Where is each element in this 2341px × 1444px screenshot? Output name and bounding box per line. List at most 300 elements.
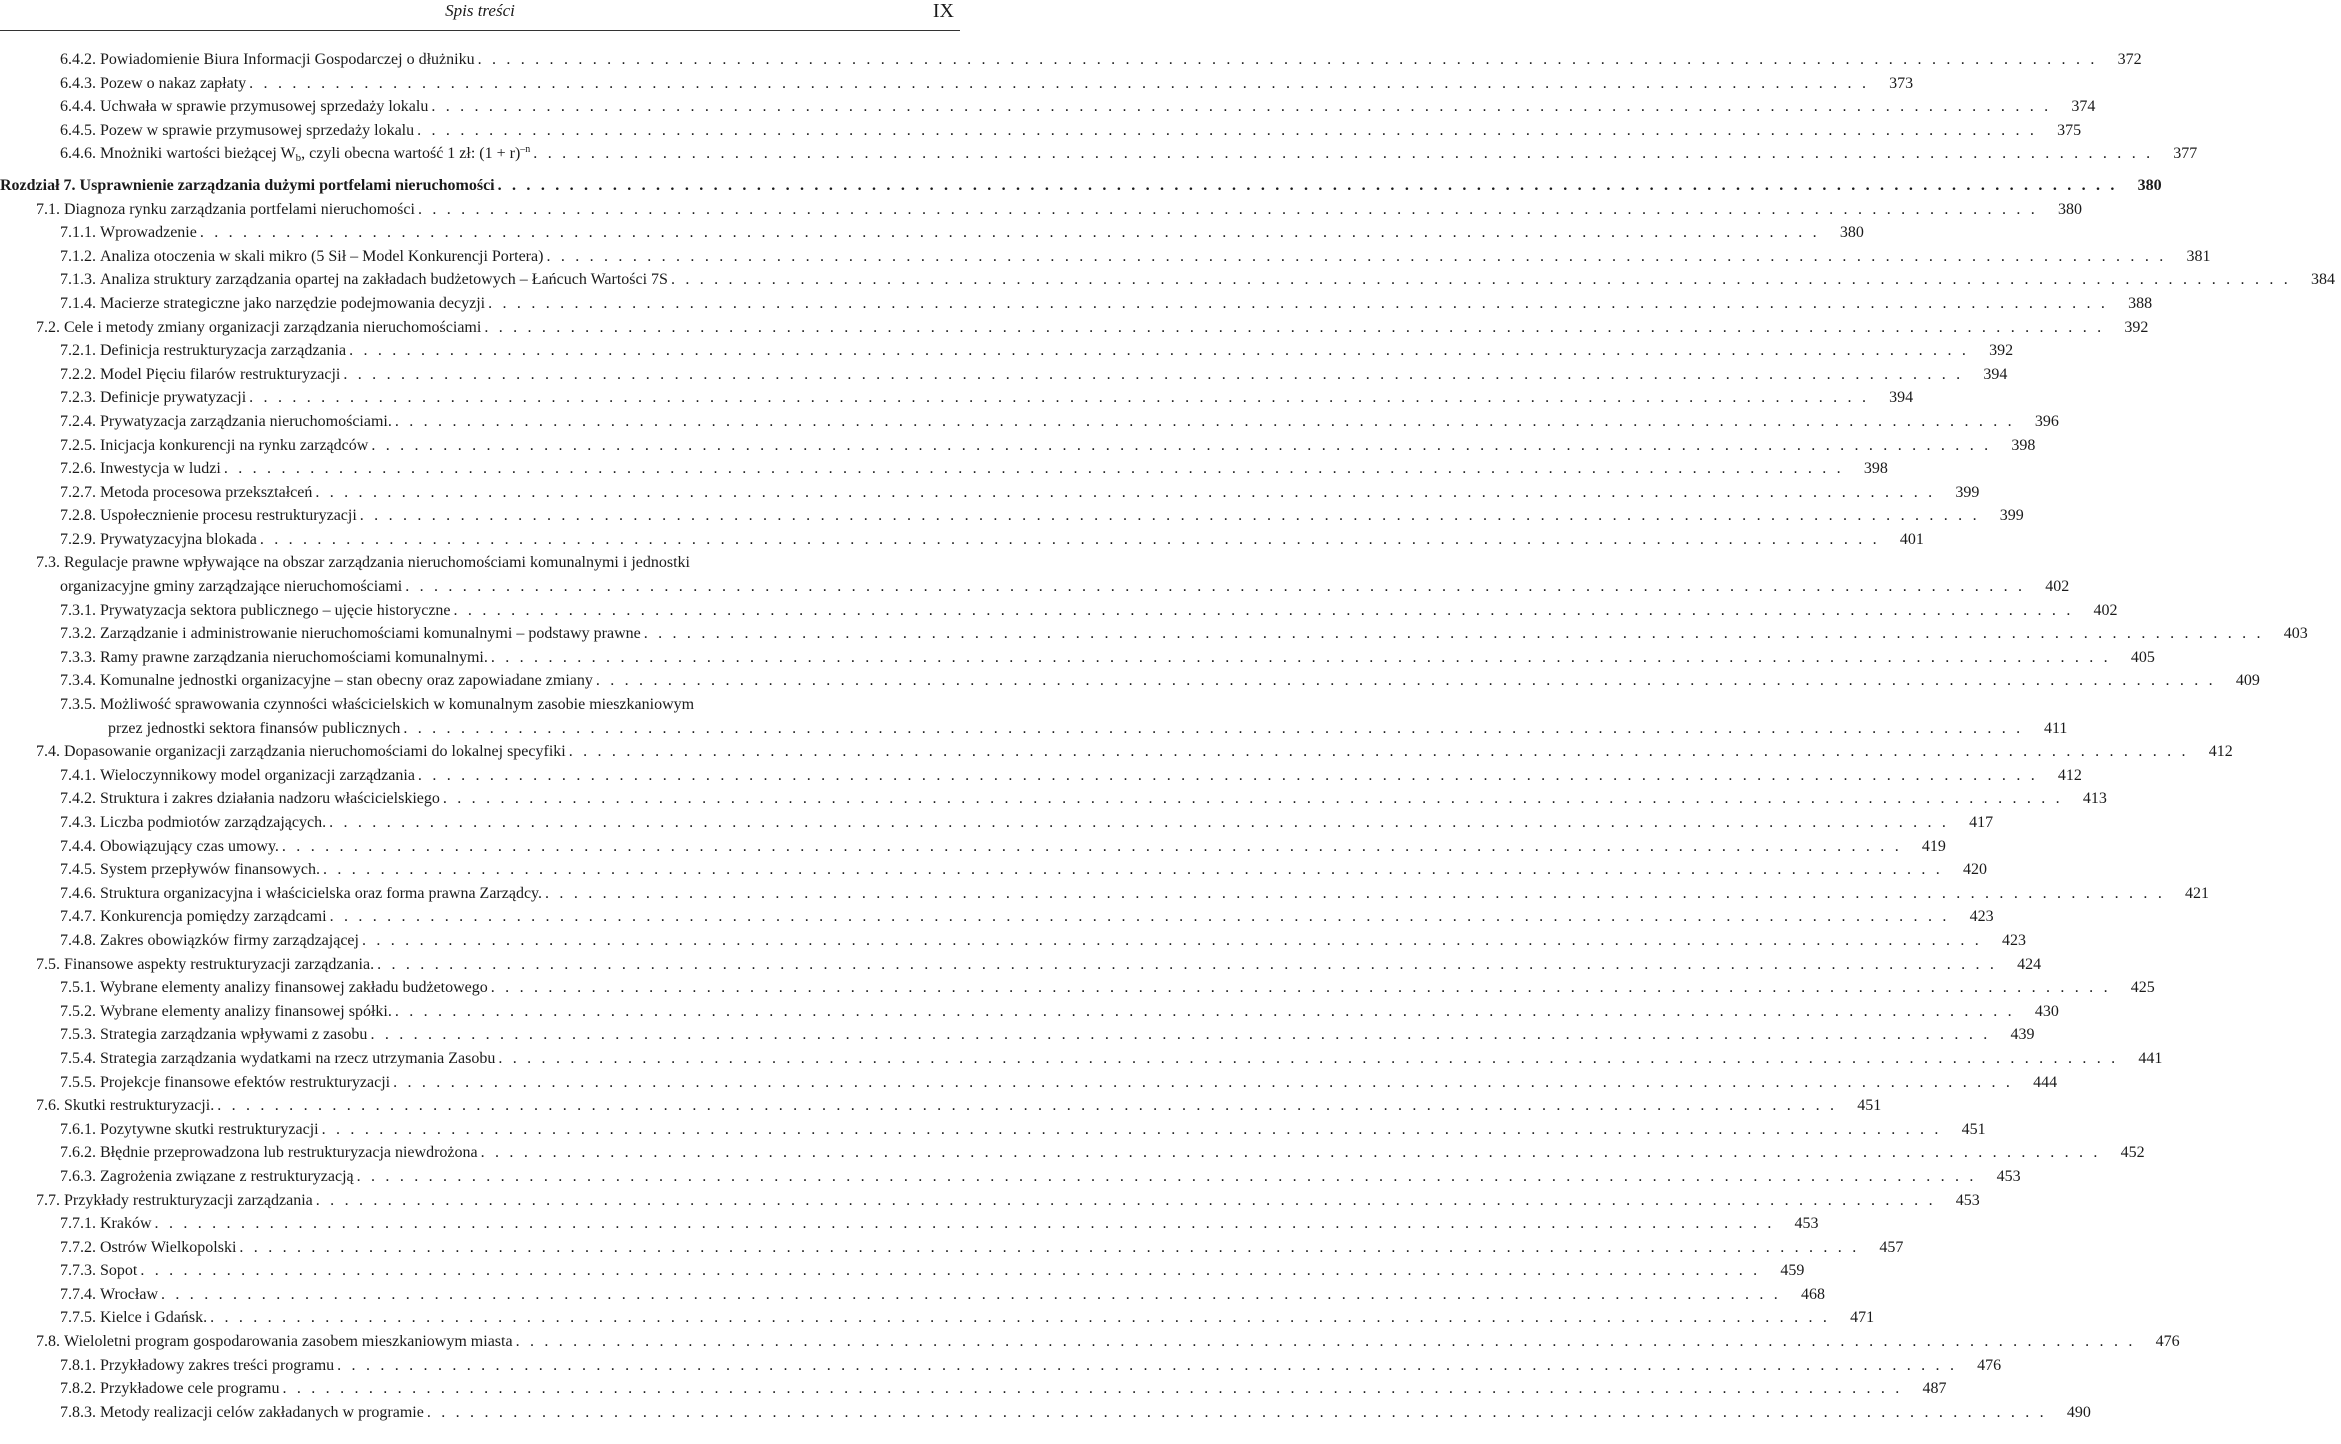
toc-entry-line: [0, 1118, 1986, 1142]
toc-entry-title: Struktura i zakres działania nadzoru właścicielskiego: [100, 790, 440, 808]
toc-entry-page: 476: [1977, 1356, 2002, 1374]
toc-entry-title-part: , czyli obecna wartość 1 zł: (1 + r): [301, 145, 521, 163]
dot-leader: . . . . . . . . . . . . . . . . . . . . . . . . . . . . . . . . . . . . . . . . . . . . . . . . . . . . . . . . . . . . . . . . . . . . . . . . . . . . . . . . . . . . . . . . . . . . . . . . . . . . . . . . . . . . . . . . .: [403, 719, 2024, 737]
dot-leader: . . . . . . . . . . . . . . . . . . . . . . . . . . . . . . . . . . . . . . . . . . . . . . . . . . . . . . . . . . . . . . . . . . . . . . . . . . . . . . . . . . . . . . . . . . . . . . . . . . . . . . . . . . . . . . . . .: [322, 861, 1943, 879]
toc-entry-page: 453: [1955, 1191, 1980, 1209]
toc-entry-number: 7.3.: [36, 554, 60, 572]
dot-leader: . . . . . . . . . . . . . . . . . . . . . . . . . . . . . . . . . . . . . . . . . . . . . . . . . . . . . . . . . . . . . . . . . . . . . . . . . . . . . . . . . . . . . . . . . . . . . . . . . . . . . . . . . . . . . . . . .: [359, 507, 1980, 525]
toc-entry[interactable]: [0, 504, 2024, 528]
toc-entry-line: [0, 1189, 1980, 1213]
toc-entry-line: [0, 717, 2068, 741]
toc-entry-title: Cele i metody zmiany organizacji zarządzania nieruchomościami: [64, 318, 482, 336]
toc-entry-number: 7.7.5.: [60, 1309, 96, 1327]
toc-entry[interactable]: [0, 740, 2233, 764]
toc-entry-line: [0, 1141, 2145, 1165]
dot-leader: . . . . . . . . . . . . . . . . . . . . . . . . . . . . . . . . . . . . . . . . . . . . . . . . . . . . . . . . . . . . . . . . . . . . . . . . . . . . . . . . . . . . . . . . . . . . . . . . . . . . . . . . . . . . . . . . .: [199, 224, 1820, 242]
toc-entry-line: [0, 528, 1924, 552]
toc-entry-page: 430: [2034, 1002, 2059, 1020]
toc-entry-line: [0, 386, 1914, 410]
dot-leader: . . . . . . . . . . . . . . . . . . . . . . . . . . . . . . . . . . . . . . . . . . . . . . . . . . . . . . . . . . . . . . . . . . . . . . . . . . . . . . . . . . . . . . . . . . . . . . . . . . . . . . . . . . . . . . . . .: [453, 601, 2074, 619]
toc-entry-number: 7.2.7.: [60, 483, 96, 501]
dot-leader: . . . . . . . . . . . . . . . . . . . . . . . . . . . . . . . . . . . . . . . . . . . . . . . . . . . . . . . . . . . . . . . . . . . . . . . . . . . . . . . . . . . . . . . . . . . . . . . . . . . . . . . . . . . . . . . . .: [223, 460, 1844, 478]
toc-entry-line: [0, 1212, 1819, 1236]
toc-entry[interactable]: [0, 1330, 2180, 1354]
toc-entry-title: Obowiązujący czas umowy.: [100, 837, 279, 855]
toc-entry-title: Błędnie przeprowadzona lub restrukturyzacja niewdrożona: [100, 1144, 478, 1162]
toc-entry-number: 7.8.1.: [60, 1356, 96, 1374]
toc-entry-number: 7.1.1.: [60, 224, 96, 242]
toc-entry-number: 7.5.5.: [60, 1073, 96, 1091]
dot-leader: . . . . . . . . . . . . . . . . . . . . . . . . . . . . . . . . . . . . . . . . . . . . . . . . . . . . . . . . . . . . . . . . . . . . . . . . . . . . . . . . . . . . . . . . . . . . . . . . . . . . . . . . . . . . . . . . .: [361, 931, 1982, 949]
toc-entry[interactable]: [0, 1071, 2058, 1095]
page-number: IX: [932, 0, 954, 22]
toc-entry-first-line: [0, 693, 960, 717]
toc-entry-page: 392: [1989, 342, 2014, 360]
toc-entry-title: Definicje prywatyzacji: [100, 389, 247, 407]
dot-leader: . . . . . . . . . . . . . . . . . . . . . . . . . . . . . . . . . . . . . . . . . . . . . . . . . . . . . . . . . . . . . . . . . . . . . . . . . . . . . . . . . . . . . . . . . . . . . . . . . . . . . . . . . . . . . . . . .: [343, 365, 1964, 383]
toc-entry-number: 7.4.8.: [60, 931, 96, 949]
dot-leader: . . . . . . . . . . . . . . . . . . . . . . . . . . . . . . . . . . . . . . . . . . . . . . . . . . . . . . . . . . . . . . . . . . . . . . . . . . . . . . . . . . . . . . . . . . . . . . . . . . . . . . . . . . . . . . . . .: [568, 743, 2189, 761]
toc-entry-page: 425: [2130, 979, 2155, 997]
dot-leader: . . . . . . . . . . . . . . . . . . . . . . . . . . . . . . . . . . . . . . . . . . . . . . . . . . . . . . . . . . . . . . . . . . . . . . . . . . . . . . . . . . . . . . . . . . . . . . . . . . . . . . . . . . . . . . . . .: [349, 342, 1970, 360]
toc-entry-line: [0, 95, 2096, 119]
toc-entry[interactable]: [0, 386, 1914, 410]
toc-entry-page: 451: [1857, 1097, 1882, 1115]
toc-entry-number: 7.5.2.: [60, 1002, 96, 1020]
toc-entry[interactable]: [0, 119, 2082, 143]
toc-entry-line: [0, 119, 2082, 143]
toc-entry-page: 476: [2155, 1333, 2180, 1351]
toc-entry[interactable]: [0, 811, 1994, 835]
toc-entry[interactable]: [0, 95, 2096, 119]
dot-leader: . . . . . . . . . . . . . . . . . . . . . . . . . . . . . . . . . . . . . . . . . . . . . . . . . . . . . . . . . . . . . . . . . . . . . . . . . . . . . . . . . . . . . . . . . . . . . . . . . . . . . . . . . . . . . . . . .: [643, 625, 2264, 643]
toc-entry-number: 7.2.5.: [60, 436, 96, 454]
toc-entry-title: Macierze strategiczne jako narzędzie podejmowania decyzji: [100, 294, 486, 312]
toc-entry-number: 7.2.1.: [60, 342, 96, 360]
toc-entry-title: Komunalne jednostki organizacyjne – stan obecny oraz zapowiadane zmiany: [100, 672, 593, 690]
toc-entry-page: 392: [2124, 318, 2149, 336]
toc-entry-number: 7.7.4.: [60, 1285, 96, 1303]
dot-leader: . . . . . . . . . . . . . . . . . . . . . . . . . . . . . . . . . . . . . . . . . . . . . . . . . . . . . . . . . . . . . . . . . . . . . . . . . . . . . . . . . . . . . . . . . . . . . . . . . . . . . . . . . . . . . . . . .: [417, 766, 2038, 784]
toc-entry[interactable]: [0, 1354, 2002, 1378]
toc-entry-number: 7.2.9.: [60, 530, 96, 548]
toc-entry[interactable]: [0, 142, 2198, 166]
toc-entry-line: [0, 787, 2107, 811]
toc-entry-title: Diagnoza rynku zarządzania portfelami nieruchomości: [64, 200, 415, 218]
toc-entry-line: [0, 740, 2233, 764]
dot-leader: . . . . . . . . . . . . . . . . . . . . . . . . . . . . . . . . . . . . . . . . . . . . . . . . . . . . . . . . . . . . . . . . . . . . . . . . . . . . . . . . . . . . . . . . . . . . . . . . . . . . . . . . . . . . . . . . .: [394, 412, 2015, 430]
dot-leader: . . . . . . . . . . . . . . . . . . . . . . . . . . . . . . . . . . . . . . . . . . . . . . . . . . . . . . . . . . . . . . . . . . . . . . . . . . . . . . . . . . . . . . . . . . . . . . . . . . . . . . . . . . . . . . . . .: [329, 814, 1950, 831]
toc-entry-title: Ramy prawne zarządzania nieruchomościami komunalnymi.: [100, 648, 488, 666]
toc-entry[interactable]: [0, 1283, 1825, 1307]
toc-entry-page: 398: [2011, 436, 2036, 454]
toc-entry-number: 7.1.4.: [60, 294, 96, 312]
toc-entry-number: 6.4.5.: [60, 121, 96, 139]
toc-entry-line: [0, 292, 2153, 316]
toc-entry-page: 451: [1961, 1120, 1986, 1138]
dot-leader: . . . . . . . . . . . . . . . . . . . . . . . . . . . . . . . . . . . . . . . . . . . . . . . . . . . . . . . . . . . . . . . . . . . . . . . . . . . . . . . . . . . . . . . . . . . . . . . . . . . . . . . . . . . . . . . . .: [498, 1049, 2119, 1067]
dot-leader: . . . . . . . . . . . . . . . . . . . . . . . . . . . . . . . . . . . . . . . . . . . . . . . . . . . . . . . . . . . . . . . . . . . . . . . . . . . . . . . . . . . . . . . . . . . . . . . . . . . . . . . . . . . . . . . . .: [239, 1238, 1860, 1256]
toc-entry-line: [0, 1236, 1904, 1260]
toc-entry-page: 409: [2235, 672, 2260, 690]
dot-leader: . . . . . . . . . . . . . . . . . . . . . . . . . . . . . . . . . . . . . . . . . . . . . . . . . . . . . . . . . . . . . . . . . . . . . . . . . . . . . . . . . . . . . . . . . . . . . . . . . . . . . . . . . . . . . . . . .: [161, 1285, 1781, 1303]
toc-entry-number: 7.3.2.: [60, 625, 96, 643]
toc-entry-number: 6.4.3.: [60, 74, 96, 92]
dot-leader: . . . . . . . . . . . . . . . . . . . . . . . . . . . . . . . . . . . . . . . . . . . . . . . . . . . . . . . . . . . . . . . . . . . . . . . . . . . . . . . . . . . . . . . . . . . . . . . . . . . . . . . . . . . . . . . . .: [480, 1144, 2101, 1162]
toc-entry-line: [0, 410, 2059, 434]
toc-entry[interactable]: [0, 1377, 1947, 1401]
toc-entry-page: 420: [1962, 861, 1987, 879]
dot-leader: . . . . . . . . . . . . . . . . . . . . . . . . . . . . . . . . . . . . . . . . . . . . . . . . . . . . . . . . . . . . . . . . . . . . . . . . . . . . . . . . . . . . . . . . . . . . . . . . . . . . . . . . . . . . . . . . .: [329, 908, 1950, 926]
toc-entry[interactable]: [0, 1047, 2163, 1071]
toc-entry-number: 7.6.: [36, 1097, 60, 1115]
toc-entry-line: [0, 1259, 1805, 1283]
toc-entry[interactable]: [0, 316, 2149, 340]
toc-entry-title: Przykłady restrukturyzacji zarządzania: [64, 1191, 313, 1209]
toc-entry-title-part: Mnożniki wartości bieżącej W: [100, 145, 296, 163]
toc-entry-title: Wprowadzenie: [100, 224, 197, 242]
toc-entry[interactable]: [0, 481, 1980, 505]
toc-entry[interactable]: [0, 858, 1987, 882]
toc-entry-title: Przykładowy zakres treści programu: [100, 1356, 335, 1374]
toc-entry-line: [0, 1047, 2163, 1071]
toc-entry-number: 7.2.8.: [60, 507, 96, 525]
toc-entry-number: 7.7.3.: [60, 1262, 96, 1280]
toc-entry[interactable]: [0, 1094, 1882, 1118]
toc-entry-title: Uchwała w sprawie przymusowej sprzedaży lokalu: [100, 98, 429, 116]
dot-leader: . . . . . . . . . . . . . . . . . . . . . . . . . . . . . . . . . . . . . . . . . . . . . . . . . . . . . . . . . . . . . . . . . . . . . . . . . . . . . . . . . . . . . . . . . . . . . . . . . . . . . . . . . . . . . . . . .: [533, 145, 2154, 163]
toc-entry-number: 7.4.1.: [60, 766, 96, 784]
toc-entry-page: 417: [1969, 814, 1994, 831]
toc-entry-number: 6.4.4.: [60, 98, 96, 116]
toc-entry-title: System przepływów finansowych.: [100, 861, 320, 879]
toc-entry-page: 412: [2208, 743, 2233, 761]
toc-entry-line: [0, 646, 2155, 670]
toc-entry-line: [0, 858, 1987, 882]
dot-leader: . . . . . . . . . . . . . . . . . . . . . . . . . . . . . . . . . . . . . . . . . . . . . . . . . . . . . . . . . . . . . . . . . . . . . . . . . . . . . . . . . . . . . . . . . . . . . . . . . . . . . . . . . . . . . . . . .: [154, 1215, 1775, 1233]
toc-entry[interactable]: [0, 599, 2118, 623]
toc-entry[interactable]: [0, 72, 1914, 96]
toc-entry-number: 7.8.: [36, 1333, 60, 1351]
toc-entry[interactable]: [0, 363, 2008, 387]
toc-entry-page: 453: [1996, 1167, 2021, 1185]
toc-entry[interactable]: [0, 787, 2107, 811]
toc-entry-number: 7.3.1.: [60, 601, 96, 619]
toc-entry-line: [0, 481, 1980, 505]
superscript-minus-n: –n: [520, 144, 531, 156]
toc-entry[interactable]: [0, 1165, 2021, 1189]
dot-leader: . . . . . . . . . . . . . . . . . . . . . . . . . . . . . . . . . . . . . . . . . . . . . . . . . . . . . . . . . . . . . . . . . . . . . . . . . . . . . . . . . . . . . . . . . . . . . . . . . . . . . . . . . . . . . . . . .: [370, 1026, 1991, 1044]
toc-entry-title: Skutki restrukturyzacji.: [64, 1097, 215, 1115]
toc-entry-number: 7.5.3.: [60, 1026, 96, 1044]
toc-entry-title: Wrocław: [100, 1285, 158, 1303]
dot-leader: . . . . . . . . . . . . . . . . . . . . . . . . . . . . . . . . . . . . . . . . . . . . . . . . . . . . . . . . . . . . . . . . . . . . . . . . . . . . . . . . . . . . . . . . . . . . . . . . . . . . . . . . . . . . . . . . .: [281, 837, 1902, 855]
toc-entry-line: [0, 316, 2149, 340]
toc-entry-number: Rozdział 7.: [0, 176, 76, 194]
toc-entry-line: [0, 245, 2211, 269]
toc-entry-title: Kielce i Gdańsk.: [100, 1309, 208, 1327]
toc-entry-line: [0, 339, 2014, 363]
dot-leader: . . . . . . . . . . . . . . . . . . . . . . . . . . . . . . . . . . . . . . . . . . . . . . . . . . . . . . . . . . . . . . . . . . . . . . . . . . . . . . . . . . . . . . . . . . . . . . . . . . . . . . . . . . . . . . . . .: [546, 247, 2167, 265]
toc-entry-title: Metody realizacji celów zakładanych w programie: [100, 1403, 424, 1421]
toc-entry-page: 399: [1999, 507, 2024, 525]
toc-entry-page: 402: [2093, 601, 2118, 619]
toc-entry-title: Strategia zarządzania wpływami z zasobu: [100, 1026, 368, 1044]
toc-entry-number: 7.5.: [36, 955, 60, 973]
toc-entry[interactable]: [0, 410, 2059, 434]
toc-entry-page: 457: [1879, 1238, 1904, 1256]
toc-entry[interactable]: [0, 1141, 2145, 1165]
toc-entry-line: [0, 1165, 2021, 1189]
dot-leader: . . . . . . . . . . . . . . . . . . . . . . . . . . . . . . . . . . . . . . . . . . . . . . . . . . . . . . . . . . . . . . . . . . . . . . . . . . . . . . . . . . . . . . . . . . . . . . . . . . . . . . . . . . . . . . . . .: [405, 578, 2026, 596]
toc-entry-first-line: [0, 551, 960, 575]
toc-entry-title: organizacyjne gminy zarządzające nieruchomościami: [60, 578, 403, 596]
toc-entry-line: [0, 575, 2070, 599]
toc-entry-line: [0, 363, 2008, 387]
toc-entry[interactable]: [0, 1259, 1805, 1283]
toc-entry-title: Ostrów Wielkopolski: [100, 1238, 237, 1256]
toc-entry-line: [0, 198, 2082, 222]
dot-leader: . . . . . . . . . . . . . . . . . . . . . . . . . . . . . . . . . . . . . . . . . . . . . . . . . . . . . . . . . . . . . . . . . . . . . . . . . . . . . . . . . . . . . . . . . . . . . . . . . . . . . . . . . . . . . . . . .: [249, 74, 1870, 92]
dot-leader: . . . . . . . . . . . . . . . . . . . . . . . . . . . . . . . . . . . . . . . . . . . . . . . . . . . . . . . . . . . . . . . . . . . . . . . . . . . . . . . . . . . . . . . . . . . . . . . . . . . . . . . . . . . . . . . . .: [595, 672, 2216, 690]
toc-entry-page: 388: [2128, 294, 2153, 312]
toc-entry[interactable]: [0, 646, 2155, 670]
toc-entry-page: 459: [1780, 1262, 1805, 1280]
toc-entry[interactable]: [0, 1236, 1904, 1260]
toc-entry-title: Prywatyzacja sektora publicznego – ujęcie historyczne: [100, 601, 451, 619]
toc-entry-title: Projekcje finansowe efektów restrukturyzacji: [100, 1073, 391, 1091]
toc-entry-title: Finansowe aspekty restrukturyzacji zarządzania.: [64, 955, 375, 973]
toc-entry-line: [0, 835, 1946, 859]
dot-leader: . . . . . . . . . . . . . . . . . . . . . . . . . . . . . . . . . . . . . . . . . . . . . . . . . . . . . . . . . . . . . . . . . . . . . . . . . . . . . . . . . . . . . . . . . . . . . . . . . . . . . . . . . . . . . . . . .: [259, 530, 1880, 548]
dot-leader: . . . . . . . . . . . . . . . . . . . . . . . . . . . . . . . . . . . . . . . . . . . . . . . . . . . . . . . . . . . . . . . . . . . . . . . . . . . . . . . . . . . . . . . . . . . . . . . . . . . . . . . . . . . . . . . . .: [497, 176, 2118, 194]
toc-entry-page: 453: [1794, 1215, 1819, 1233]
toc-entry-page: 423: [1969, 908, 1994, 926]
toc-entry-line: [0, 1377, 1947, 1401]
toc-entry[interactable]: [0, 1189, 1980, 1213]
toc-entry-page: 399: [1955, 483, 1980, 501]
toc-entry[interactable]: [0, 1212, 1819, 1236]
dot-leader: . . . . . . . . . . . . . . . . . . . . . . . . . . . . . . . . . . . . . . . . . . . . . . . . . . . . . . . . . . . . . . . . . . . . . . . . . . . . . . . . . . . . . . . . . . . . . . . . . . . . . . . . . . . . . . . . .: [337, 1356, 1958, 1374]
toc-entry-line: [0, 953, 2042, 977]
toc-entry-page: 413: [2082, 790, 2107, 808]
toc-entry[interactable]: [0, 693, 2068, 740]
toc-entry-number: 7.4.5.: [60, 861, 96, 879]
toc-entry-page: 377: [2173, 145, 2198, 163]
toc-entry-line: [0, 929, 2026, 953]
toc-entry-title: Sopot: [100, 1262, 138, 1280]
toc-entry-page: 380: [1839, 224, 1864, 242]
toc-entry[interactable]: [0, 882, 2210, 906]
toc-entry-title: Uspołecznienie procesu restrukturyzacji: [100, 507, 357, 525]
dot-leader: . . . . . . . . . . . . . . . . . . . . . . . . . . . . . . . . . . . . . . . . . . . . . . . . . . . . . . . . . . . . . . . . . . . . . . . . . . . . . . . . . . . . . . . . . . . . . . . . . . . . . . . . . . . . . . . . .: [670, 271, 2291, 289]
toc-entry-title: Możliwość sprawowania czynności właścicielskich w komunalnym zasobie mieszkaniowym: [100, 696, 695, 714]
toc-entry-page: 471: [1850, 1309, 1875, 1327]
toc-entry-page: 441: [2138, 1049, 2163, 1067]
toc-entry-page: 380: [2137, 176, 2162, 194]
dot-leader: . . . . . . . . . . . . . . . . . . . . . . . . . . . . . . . . . . . . . . . . . . . . . . . . . . . . . . . . . . . . . . . . . . . . . . . . . . . . . . . . . . . . . . . . . . . . . . . . . . . . . . . . . . . . . . . . .: [356, 1167, 1977, 1185]
toc-entry-line: [0, 905, 1994, 929]
toc-entry[interactable]: [0, 245, 2211, 269]
toc-entry-number: 7.2.4.: [60, 412, 96, 430]
toc-entry[interactable]: [0, 1000, 2059, 1024]
toc-entry-page: 452: [2120, 1144, 2145, 1162]
dot-leader: . . . . . . . . . . . . . . . . . . . . . . . . . . . . . . . . . . . . . . . . . . . . . . . . . . . . . . . . . . . . . . . . . . . . . . . . . . . . . . . . . . . . . . . . . . . . . . . . . . . . . . . . . . . . . . . . .: [315, 1191, 1936, 1209]
toc-entry[interactable]: [0, 268, 2335, 292]
toc-entry-line: [0, 1094, 1882, 1118]
toc-entry[interactable]: [0, 1306, 1875, 1330]
toc-entry-line: [0, 48, 2142, 72]
toc-entry[interactable]: [0, 1023, 2035, 1047]
toc-entry-number: 7.8.2.: [60, 1380, 96, 1398]
toc-entry-title: Zagrożenia związane z restrukturyzacją: [100, 1167, 354, 1185]
toc-entry-title: Zarządzanie i administrowanie nieruchomościami komunalnymi – podstawy prawne: [100, 625, 641, 643]
toc-entry[interactable]: [0, 434, 2036, 458]
toc-entry[interactable]: [0, 339, 2014, 363]
dot-leader: . . . . . . . . . . . . . . . . . . . . . . . . . . . . . . . . . . . . . . . . . . . . . . . . . . . . . . . . . . . . . . . . . . . . . . . . . . . . . . . . . . . . . . . . . . . . . . . . . . . . . . . . . . . . . . . . .: [515, 1333, 2136, 1351]
toc-entry-page: 421: [2185, 884, 2210, 902]
toc-entry-line: [0, 1023, 2035, 1047]
toc-entry-line: [0, 811, 1994, 835]
dot-leader: . . . . . . . . . . . . . . . . . . . . . . . . . . . . . . . . . . . . . . . . . . . . . . . . . . . . . . . . . . . . . . . . . . . . . . . . . . . . . . . . . . . . . . . . . . . . . . . . . . . . . . . . . . . . . . . . .: [210, 1309, 1831, 1327]
toc-entry-number: 7.5.1.: [60, 979, 96, 997]
toc-entry-title: Pozytywne skutki restrukturyzacji: [100, 1120, 319, 1138]
dot-leader: . . . . . . . . . . . . . . . . . . . . . . . . . . . . . . . . . . . . . . . . . . . . . . . . . . . . . . . . . . . . . . . . . . . . . . . . . . . . . . . . . . . . . . . . . . . . . . . . . . . . . . . . . . . . . . . . .: [417, 200, 2038, 218]
toc-entry[interactable]: [0, 292, 2153, 316]
toc-entry-line: [0, 1354, 2002, 1378]
toc-entry-number: 7.4.3.: [60, 814, 96, 831]
toc-entry-page: 405: [2130, 648, 2155, 666]
toc-entry-page: 373: [1889, 74, 1914, 92]
toc-entry-title: Wybrane elementy analizy finansowej zakładu budżetowego: [100, 979, 488, 997]
toc-entry-title: Metoda procesowa przekształceń: [100, 483, 313, 501]
toc-entry[interactable]: [0, 669, 2260, 693]
toc-entry-title: przez jednostki sektora finansów publicznych: [108, 719, 401, 737]
toc-entry-page: 439: [2010, 1026, 2035, 1044]
toc-entry-number: 7.8.3.: [60, 1403, 96, 1421]
toc-entry-line: [0, 457, 1888, 481]
toc-entry-page: 401: [1899, 530, 1924, 548]
subscript-b: b: [295, 152, 302, 165]
toc-entry-title: Inwestycja w ludzi: [100, 460, 221, 478]
toc-entry-page: 403: [2283, 625, 2308, 643]
dot-leader: . . . . . . . . . . . . . . . . . . . . . . . . . . . . . . . . . . . . . . . . . . . . . . . . . . . . . . . . . . . . . . . . . . . . . . . . . . . . . . . . . . . . . . . . . . . . . . . . . . . . . . . . . . . . . . . . .: [249, 389, 1870, 407]
toc-entry-page: 411: [2043, 719, 2068, 737]
toc-entry-line: [0, 1330, 2180, 1354]
toc-entry-title: Prywatyzacja zarządzania nieruchomościami.: [100, 412, 392, 430]
toc-entry-page: 423: [2001, 931, 2026, 949]
toc-entry-number: 7.3.4.: [60, 672, 96, 690]
toc-entry[interactable]: [0, 764, 2082, 788]
dot-leader: . . . . . . . . . . . . . . . . . . . . . . . . . . . . . . . . . . . . . . . . . . . . . . . . . . . . . . . . . . . . . . . . . . . . . . . . . . . . . . . . . . . . . . . . . . . . . . . . . . . . . . . . . . . . . . . . .: [394, 1002, 2015, 1020]
toc-chapter-entry[interactable]: [0, 174, 2162, 198]
header-rule: [0, 30, 960, 31]
toc-entry-title: Definicja restrukturyzacja zarządzania: [100, 342, 347, 360]
toc-entry-line: [0, 669, 2260, 693]
toc-entry[interactable]: [0, 622, 2308, 646]
toc-entry-number: 7.7.: [36, 1191, 60, 1209]
toc-entry-number: 7.2.3.: [60, 389, 96, 407]
toc-entry-number: 7.4.: [36, 743, 60, 761]
toc-entry-number: 7.6.3.: [60, 1167, 96, 1185]
dot-leader: . . . . . . . . . . . . . . . . . . . . . . . . . . . . . . . . . . . . . . . . . . . . . . . . . . . . . . . . . . . . . . . . . . . . . . . . . . . . . . . . . . . . . . . . . . . . . . . . . . . . . . . . . . . . . . . . .: [426, 1403, 2047, 1421]
toc-entry-page: 490: [2066, 1403, 2091, 1421]
toc-entry-number: 7.4.2.: [60, 790, 96, 808]
toc-entry-title: Przykładowe cele programu: [100, 1380, 280, 1398]
table-of-contents: [0, 48, 2335, 1424]
toc-entry[interactable]: [0, 457, 1888, 481]
toc-entry-title: Struktura organizacyjna i właścicielska oraz forma prawna Zarządcy.: [100, 884, 543, 902]
toc-entry[interactable]: [0, 1401, 2091, 1425]
toc-entry-title: Wybrane elementy analizy finansowej spółki.: [100, 1002, 392, 1020]
toc-entry-page: 487: [1922, 1380, 1947, 1398]
dot-leader: . . . . . . . . . . . . . . . . . . . . . . . . . . . . . . . . . . . . . . . . . . . . . . . . . . . . . . . . . . . . . . . . . . . . . . . . . . . . . . . . . . . . . . . . . . . . . . . . . . . . . . . . . . . . . . . . .: [321, 1120, 1942, 1138]
toc-entry-number: 7.2.2.: [60, 365, 96, 383]
toc-entry-line: [0, 504, 2024, 528]
toc-entry[interactable]: [0, 976, 2155, 1000]
toc-entry-number: 6.4.6.: [60, 145, 96, 163]
toc-entry-line: [0, 976, 2155, 1000]
toc-entry-number: 7.3.3.: [60, 648, 96, 666]
toc-entry[interactable]: [0, 835, 1946, 859]
toc-entry[interactable]: [0, 48, 2142, 72]
dot-leader: . . . . . . . . . . . . . . . . . . . . . . . . . . . . . . . . . . . . . . . . . . . . . . . . . . . . . . . . . . . . . . . . . . . . . . . . . . . . . . . . . . . . . . . . . . . . . . . . . . . . . . . . . . . . . . . . .: [442, 790, 2063, 808]
dot-leader: . . . . . . . . . . . . . . . . . . . . . . . . . . . . . . . . . . . . . . . . . . . . . . . . . . . . . . . . . . . . . . . . . . . . . . . . . . . . . . . . . . . . . . . . . . . . . . . . . . . . . . . . . . . . . . . . .: [315, 483, 1936, 501]
dot-leader: . . . . . . . . . . . . . . . . . . . . . . . . . . . . . . . . . . . . . . . . . . . . . . . . . . . . . . . . . . . . . . . . . . . . . . . . . . . . . . . . . . . . . . . . . . . . . . . . . . . . . . . . . . . . . . . . .: [545, 884, 2166, 902]
toc-entry-line: [0, 174, 2162, 198]
toc-entry-page: 424: [2017, 955, 2042, 973]
toc-entry-line: [0, 221, 1864, 245]
toc-entry-line: [0, 1401, 2091, 1425]
toc-entry-line: [0, 1000, 2059, 1024]
toc-entry-page: 394: [1889, 389, 1914, 407]
toc-entry[interactable]: [0, 905, 1994, 929]
toc-entry-title: Regulacje prawne wpływające na obszar zarządzania nieruchomościami komunalnymi i jednostki: [64, 554, 690, 572]
toc-entry-page: 374: [2071, 98, 2096, 116]
toc-entry[interactable]: [0, 1118, 1986, 1142]
toc-entry-number: 7.4.6.: [60, 884, 96, 902]
toc-entry[interactable]: [0, 198, 2082, 222]
toc-entry-line: [0, 764, 2082, 788]
toc-entry[interactable]: [0, 953, 2042, 977]
toc-entry-page: 372: [2117, 51, 2142, 68]
toc-entry-title: Inicjacja konkurencji na rynku zarządców: [100, 436, 369, 454]
toc-entry-title: Kraków: [100, 1215, 152, 1233]
dot-leader: . . . . . . . . . . . . . . . . . . . . . . . . . . . . . . . . . . . . . . . . . . . . . . . . . . . . . . . . . . . . . . . . . . . . . . . . . . . . . . . . . . . . . . . . . . . . . . . . . . . . . . . . . . . . . . . . .: [484, 318, 2105, 336]
toc-entry-title: Strategia zarządzania wydatkami na rzecz utrzymania Zasobu: [100, 1049, 496, 1067]
toc-entry-title: Liczba podmiotów zarządzających.: [100, 814, 327, 831]
toc-entry-title: Konkurencja pomiędzy zarządcami: [100, 908, 327, 926]
toc-entry-line: [0, 1306, 1875, 1330]
toc-entry[interactable]: [0, 528, 1924, 552]
dot-leader: . . . . . . . . . . . . . . . . . . . . . . . . . . . . . . . . . . . . . . . . . . . . . . . . . . . . . . . . . . . . . . . . . . . . . . . . . . . . . . . . . . . . . . . . . . . . . . . . . . . . . . . . . . . . . . . . .: [490, 979, 2111, 997]
dot-leader: . . . . . . . . . . . . . . . . . . . . . . . . . . . . . . . . . . . . . . . . . . . . . . . . . . . . . . . . . . . . . . . . . . . . . . . . . . . . . . . . . . . . . . . . . . . . . . . . . . . . . . . . . . . . . . . . .: [477, 51, 2098, 68]
toc-entry-page: 419: [1921, 837, 1946, 855]
toc-entry[interactable]: [0, 551, 2070, 598]
toc-entry-line: [0, 1071, 2058, 1095]
toc-entry[interactable]: [0, 221, 1864, 245]
toc-entry-title: Pozew w sprawie przymusowej sprzedaży lokalu: [100, 121, 415, 139]
toc-entry-title: Analiza otoczenia w skali mikro (5 Sił – Model Konkurencji Portera): [100, 247, 544, 265]
toc-entry-number: 7.7.2.: [60, 1238, 96, 1256]
dot-leader: . . . . . . . . . . . . . . . . . . . . . . . . . . . . . . . . . . . . . . . . . . . . . . . . . . . . . . . . . . . . . . . . . . . . . . . . . . . . . . . . . . . . . . . . . . . . . . . . . . . . . . . . . . . . . . . . .: [371, 436, 1992, 454]
toc-entry-page: 396: [2034, 412, 2059, 430]
toc-entry[interactable]: [0, 929, 2026, 953]
dot-leader: . . . . . . . . . . . . . . . . . . . . . . . . . . . . . . . . . . . . . . . . . . . . . . . . . . . . . . . . . . . . . . . . . . . . . . . . . . . . . . . . . . . . . . . . . . . . . . . . . . . . . . . . . . . . . . . . .: [417, 121, 2038, 139]
toc-entry-title: Pozew o nakaz zapłaty: [100, 74, 247, 92]
dot-leader: . . . . . . . . . . . . . . . . . . . . . . . . . . . . . . . . . . . . . . . . . . . . . . . . . . . . . . . . . . . . . . . . . . . . . . . . . . . . . . . . . . . . . . . . . . . . . . . . . . . . . . . . . . . . . . . . .: [490, 648, 2111, 666]
toc-entry-number: 7.2.: [36, 318, 60, 336]
